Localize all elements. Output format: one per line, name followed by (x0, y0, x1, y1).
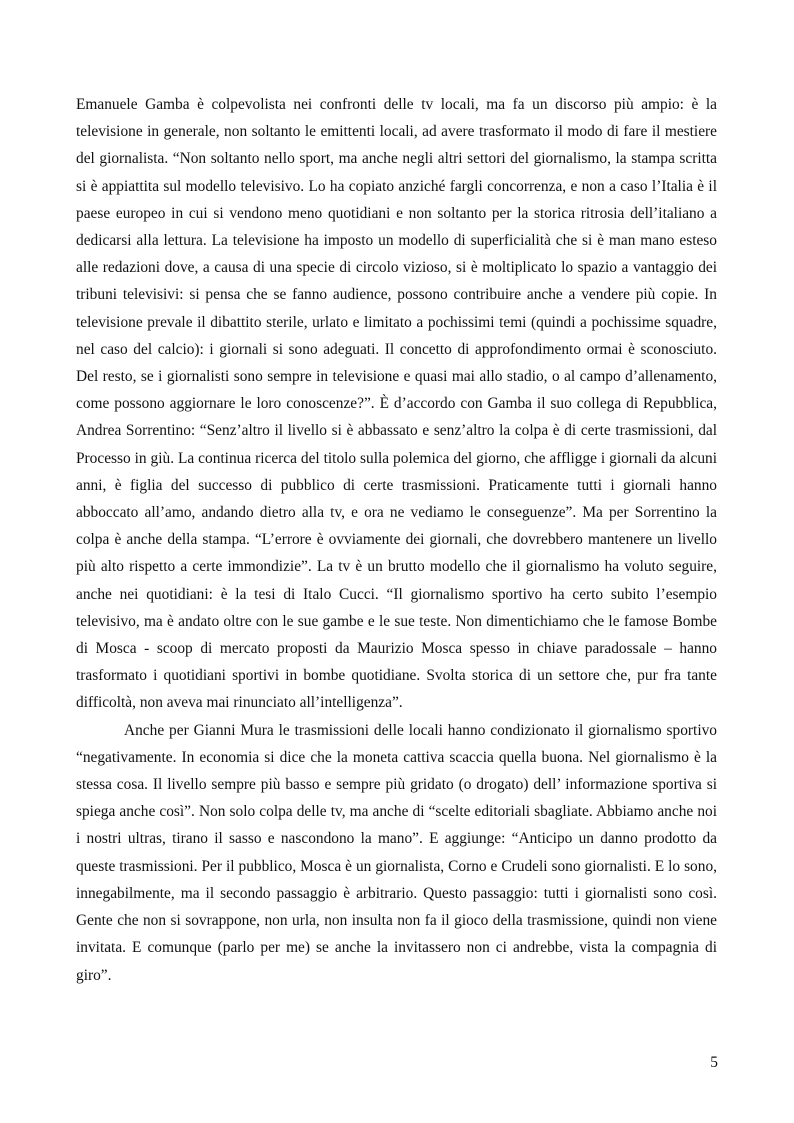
page-number: 5 (710, 1054, 718, 1071)
paragraph-gianni-mura: Anche per Gianni Mura le trasmissioni delle locali hanno condizionato il giornalismo sportivo “negativamente. In economia si dice che la moneta cattiva scaccia quella buona. Nel giornalismo è la stessa cosa. Il livello sempre più basso e sempre più gridato (o drogato) dell’ informazione sportiva si spiega anche così”. Non solo colpa delle tv, ma anche di “scelte editoriali sbagliate. Abbiamo anche noi i nostri ultras, tirano il sasso e nascondono la mano”. E aggiunge: “Anticipo un danno prodotto da queste trasmissioni. Per il pubblico, Mosca è un giornalista, Corno e Crudeli sono giornalisti. E lo sono, innegabilmente, ma il secondo passaggio è arbitrario. Questo passaggio: tutti i giornalisti sono così. Gente che non si sovrappone, non urla, non insulta non fa il gioco della trasmissione, quindi non viene invitata. E comunque (parlo per me) se anche la invitassero non ci andrebbe, vista la compagnia di giro”. (76, 721, 717, 984)
body-text (76, 91, 717, 989)
paragraph-gamba-sorrentino-cucci: Emanuele Gamba è colpevolista nei confronti delle tv locali, ma fa un discorso più ampio: è la televisione in generale, non soltanto le emittenti locali, ad avere trasformato il modo di fare il mestiere del giornalista. “Non soltanto nello sport, ma anche negli altri settori del giornalismo, la stampa scritta si è appiattita sul modello televisivo. Lo ha copiato anziché fargli concorrenza, e non a caso l’Italia è il paese europeo in cui si vendono meno quotidiani e non soltanto per la storica ritrosia dell’italiano a dedicarsi alla lettura. La televisione ha imposto un modello di superficialità che si è man mano esteso alle redazioni dove, a causa di una specie di circolo vizioso, si è moltiplicato lo spazio a vantaggio dei tribuni televisivi: si pensa che se fanno audience, possono contribuire anche a vendere più copie. In televisione prevale il dibattito sterile, urlato e limitato a pochissimi temi (quindi a pochissime squadre, nel caso del calcio): i giornali si sono adeguati. Il concetto di approfondimento ormai è sconosciuto. Del resto, se i giornalisti sono sempre in televisione e quasi mai allo stadio, o al campo d’allenamento, come possono aggiornare le loro conoscenze?”. È d’accordo con Gamba il suo collega di Repubblica, Andrea Sorrentino: “Senz’altro il livello si è abbassato e senz’altro la colpa è di certe trasmissioni, dal Processo in giù. La continua ricerca del titolo sulla polemica del giorno, che affligge i giornali da alcuni anni, è figlia del successo di pubblico di certe trasmissioni. Praticamente tutti i giornali hanno abboccato all’amo, andando dietro alla tv, e ora ne vediamo le conseguenze”. Ma per Sorrentino la colpa è anche della stampa. “L’errore è ovviamente dei giornali, che dovrebbero mantenere un livello più alto rispetto a certe immondizie”. La tv è un brutto modello che il giornalismo ha voluto seguire, anche nei quotidiani: è la tesi di Italo Cucci. “Il giornalismo sportivo ha certo subito l’esempio televisivo, ma è andato oltre con le sue gambe e le sue teste. Non dimentichiamo che le famose Bombe di Mosca - scoop di mercato proposti da Maurizio Mosca spesso in chiave paradossale – hanno trasformato i quotidiani sportivi in bombe quotidiane. Svolta storica di un settore che, pur fra tante difficoltà, non aveva mai rinunciato all’intelligenza”. (76, 96, 717, 712)
